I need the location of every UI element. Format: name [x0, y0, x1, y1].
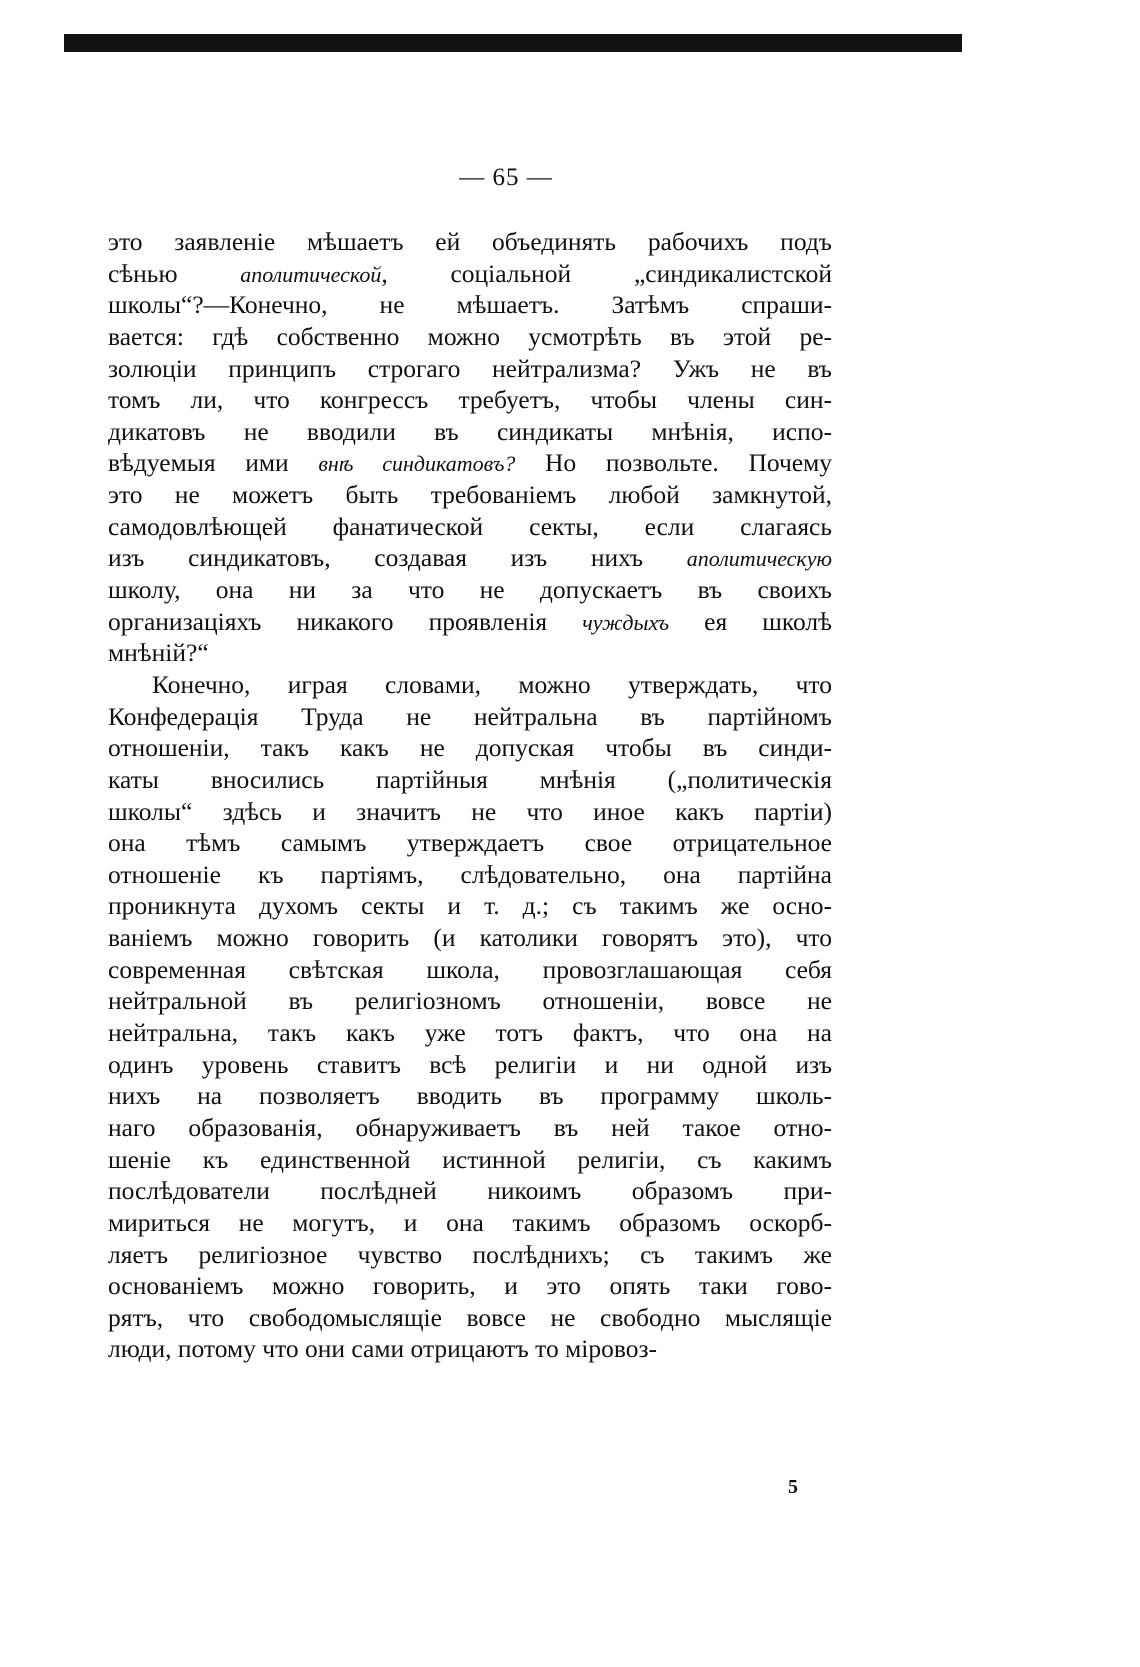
text-line	[108, 226, 832, 258]
text-segment: томъ ли, что конгрессъ требуетъ, чтобы члены син-	[108, 385, 832, 415]
text-line	[108, 985, 832, 1017]
text-line	[108, 1207, 832, 1239]
text-line	[108, 890, 832, 922]
text-segment: золюціи принципъ строгаго нейтрализма? Ужъ не въ	[108, 353, 832, 383]
text-line	[108, 796, 832, 828]
text-segment: мнѣній?“	[108, 638, 209, 668]
text-line	[108, 321, 832, 353]
page-number: — 65 —	[459, 164, 553, 191]
text-line	[108, 1017, 832, 1049]
italic-segment: чуждыхъ	[582, 609, 670, 635]
text-line	[108, 511, 832, 543]
text-segment: , соціальной „синдикалистской	[381, 258, 832, 288]
text-segment: изъ синдикатовъ, создавая изъ нихъ	[108, 543, 687, 573]
text-line	[108, 1333, 832, 1365]
text-segment: она тѣмъ самымъ утверждаетъ свое отрицательное	[108, 828, 832, 858]
text-segment: нейтральна, такъ какъ уже тотъ фактъ, что она на	[108, 1018, 832, 1048]
text-line	[108, 1302, 832, 1334]
text-segment: самодовлѣющей фанатической секты, если слагаясь	[108, 511, 832, 541]
text-line	[108, 669, 832, 701]
text-segment: проникнута духомъ секты и т. д.; съ такимъ же осно-	[108, 891, 832, 921]
text-segment: Но позвольте. Почему	[515, 448, 832, 478]
text-line	[108, 954, 832, 986]
text-segment: мириться не могутъ, и она такимъ образомъ оскорб-	[108, 1207, 832, 1237]
signature-mark: 5	[788, 1476, 798, 1498]
italic-segment: внѣ синдикатовъ?	[318, 451, 516, 477]
text-segment: сѣнью	[108, 258, 241, 288]
paragraph	[108, 226, 832, 669]
text-segment: ея школѣ	[669, 606, 833, 636]
text-segment: ваніемъ можно говорить (и католики говорятъ это), что	[108, 923, 832, 953]
body-text	[108, 226, 832, 1365]
text-line	[108, 859, 832, 891]
text-segment: вѣдуемыя ими	[108, 448, 319, 478]
text-segment: это заявленіе мѣшаетъ ей объединять рабочихъ подъ	[108, 227, 832, 256]
text-line	[108, 1175, 832, 1207]
text-segment: школу, она ни за что не допускаетъ въ своихъ	[108, 575, 832, 605]
text-line	[108, 353, 832, 385]
text-line	[108, 1144, 832, 1176]
text-segment: Конечно, играя словами, можно утверждать, что	[152, 669, 832, 699]
text-segment: вается: гдѣ собственно можно усмотрѣть въ этой ре-	[108, 321, 832, 351]
text-segment: наго образованія, обнаруживаетъ въ ней такое отно-	[108, 1112, 832, 1142]
text-line	[108, 922, 832, 954]
text-line	[108, 1239, 832, 1271]
text-line	[108, 416, 832, 448]
text-line	[108, 732, 832, 764]
text-segment: организаціяхъ никакого проявленія	[108, 606, 583, 636]
top-border-bar	[64, 34, 962, 52]
text-segment: это не можетъ быть требованіемъ любой замкнутой,	[108, 480, 832, 510]
text-segment: ляетъ религіозное чувство послѣднихъ; съ такимъ же	[108, 1239, 832, 1269]
text-line	[108, 289, 832, 321]
text-segment: нейтральной въ религіозномъ отношеніи, вовсе не	[108, 986, 832, 1016]
text-segment: одинъ уровень ставитъ всѣ религіи и ни одной изъ	[108, 1049, 832, 1079]
text-segment: дикатовъ не вводили въ синдикаты мнѣнія, испо-	[108, 416, 832, 446]
italic-segment: аполитической	[240, 261, 382, 287]
text-line	[108, 384, 832, 416]
text-line	[108, 1049, 832, 1081]
text-line	[108, 1270, 832, 1302]
text-line	[108, 1112, 832, 1144]
italic-segment: аполитическую	[686, 546, 832, 572]
text-line	[108, 1080, 832, 1112]
text-segment: нихъ на позволяетъ вводить въ программу школь-	[108, 1081, 832, 1111]
text-line	[108, 447, 832, 479]
text-line	[108, 258, 832, 290]
text-line	[108, 764, 832, 796]
text-segment: отношеніе къ партіямъ, слѣдовательно, она партійна	[108, 859, 832, 889]
text-line	[108, 606, 832, 638]
text-segment: послѣдователи послѣдней никоимъ образомъ при-	[108, 1176, 832, 1206]
text-segment: школы“?—Конечно, не мѣшаетъ. Затѣмъ спраши-	[108, 290, 832, 320]
text-segment: рятъ, что свободомыслящіе вовсе не свободно мыслящіе	[108, 1302, 832, 1332]
text-segment: основаніемъ можно говорить, и это опять таки гово-	[108, 1271, 832, 1301]
text-line	[108, 542, 832, 574]
text-segment: отношеніи, такъ какъ не допуская чтобы въ синди-	[108, 733, 832, 763]
text-segment: люди, потому что они сами отрицаютъ то міровоз-	[108, 1334, 658, 1364]
text-line	[108, 637, 832, 669]
text-line	[108, 574, 832, 606]
paragraph	[108, 669, 832, 1365]
text-segment: школы“ здѣсь и значитъ не что иное какъ партіи)	[108, 796, 832, 826]
text-line	[108, 701, 832, 733]
text-line	[108, 827, 832, 859]
text-segment: каты вносились партійныя мнѣнія („политическія	[108, 764, 832, 794]
text-line	[108, 479, 832, 511]
text-segment: шеніе къ единственной истинной религіи, съ какимъ	[108, 1144, 832, 1174]
text-segment: Конфедерація Труда не нейтральна въ партійномъ	[108, 701, 832, 731]
text-segment: современная свѣтская школа, провозглашающая себя	[108, 954, 832, 984]
